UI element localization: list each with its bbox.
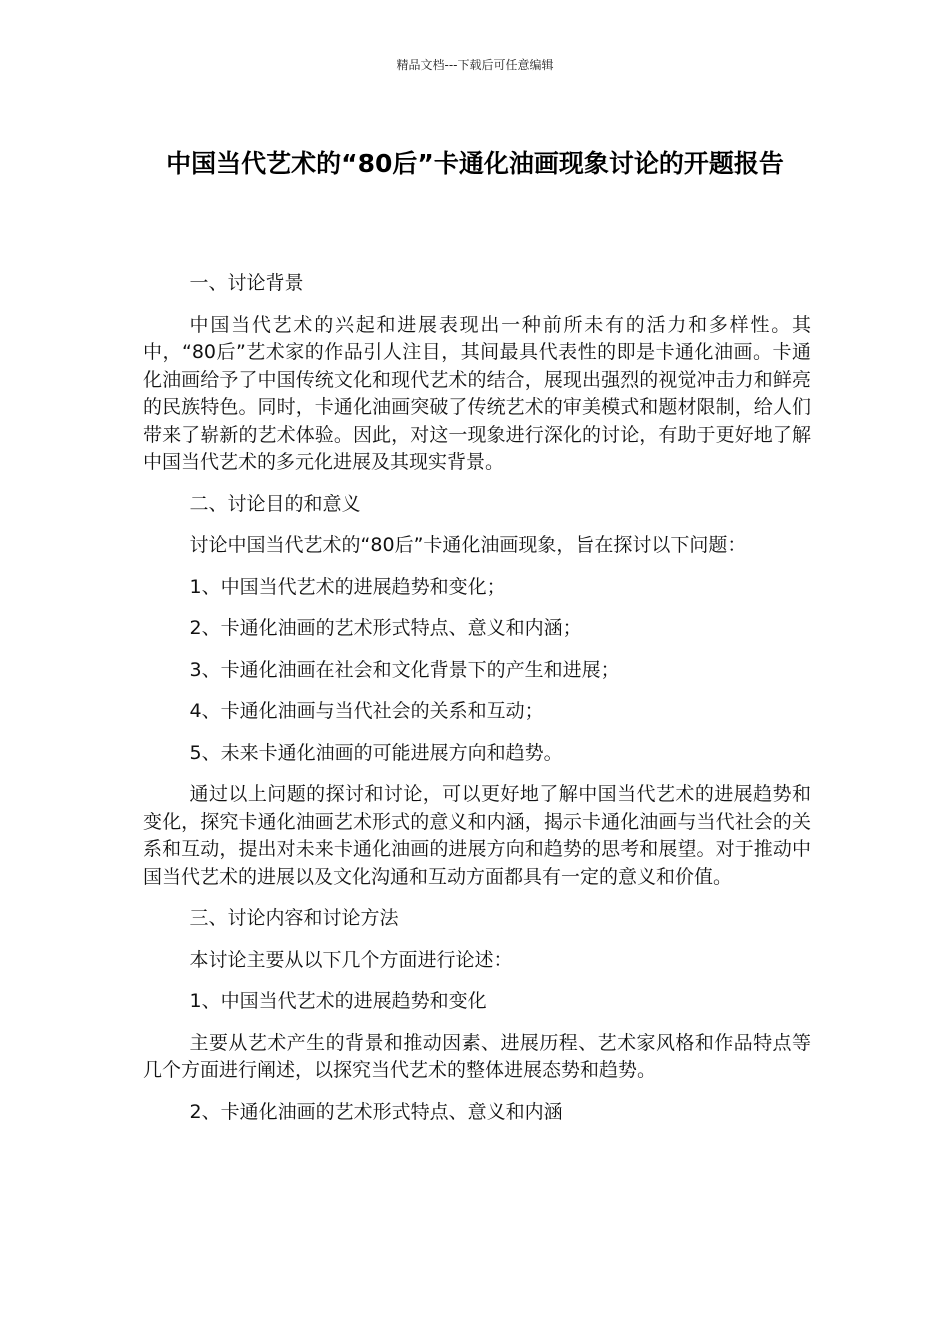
section-heading-purpose: 二、讨论目的和意义 bbox=[189, 492, 361, 515]
paragraph-purpose-intro: 讨论中国当代艺术的“80后”卡通化油画现象，旨在探讨以下问题： bbox=[189, 534, 747, 556]
subheading-item: 1、中国当代艺术的进展趋势和变化 bbox=[189, 990, 487, 1012]
document-title: 中国当代艺术的“80后”卡通化油画现象讨论的开题报告 bbox=[166, 149, 784, 178]
section-heading-background: 一、讨论背景 bbox=[189, 272, 304, 294]
paragraph-content-intro: 本讨论主要从以下几个方面进行论述： bbox=[189, 948, 513, 971]
list-item: 1、中国当代艺术的进展趋势和变化； bbox=[189, 575, 506, 598]
document-body bbox=[143, 270, 811, 1140]
list-item: 3、卡通化油画在社会和文化背景下的产生和进展； bbox=[189, 658, 620, 681]
list-item: 5、未来卡通化油画的可能进展方向和趋势。 bbox=[189, 741, 563, 764]
subheading-item: 2、卡通化油画的艺术形式特点、意义和内涵 bbox=[189, 1100, 563, 1123]
list-item: 2、卡通化油画的艺术形式特点、意义和内涵； bbox=[189, 617, 582, 639]
section-heading-content-method: 三、讨论内容和讨论方法 bbox=[189, 907, 399, 929]
paragraph-subitem-detail: 主要从艺术产生的背景和推动因素、进展历程、艺术家风格和作品特点等几个方面进行阐述，以探究当代艺术的整体进展态势和趋势。 bbox=[143, 1031, 811, 1081]
list-item: 4、卡通化油画与当代社会的关系和互动； bbox=[189, 700, 544, 722]
header-note: 精品文档---下载后可任意编辑 bbox=[396, 58, 554, 72]
paragraph-background: 中国当代艺术的兴起和进展表现出一种前所未有的活力和多样性。其中，“80后”艺术家的作品引人注目，其间最具代表性的即是卡通化油画。卡通化油画给予了中国传统文化和现代艺术的结合，展现出强烈的视觉冲击力和鲜亮的民族特色。同时，卡通化油画突破了传统艺术的审美模式和题材限制，给人们带来了崭新的艺术体验。因此，对这一现象进行深化的讨论，有助于更好地了解中国当代艺术的多元化进展及其现实背景。 bbox=[143, 313, 811, 473]
paragraph-significance: 通过以上问题的探讨和讨论，可以更好地了解中国当代艺术的进展趋势和变化，探究卡通化油画艺术形式的意义和内涵，揭示卡通化油画与当代社会的关系和互动，提出对未来卡通化油画的进展方向和趋势的思考和展望。对于推动中国当代艺术的进展以及文化沟通和互动方面都具有一定的意义和价值。 bbox=[143, 783, 811, 888]
